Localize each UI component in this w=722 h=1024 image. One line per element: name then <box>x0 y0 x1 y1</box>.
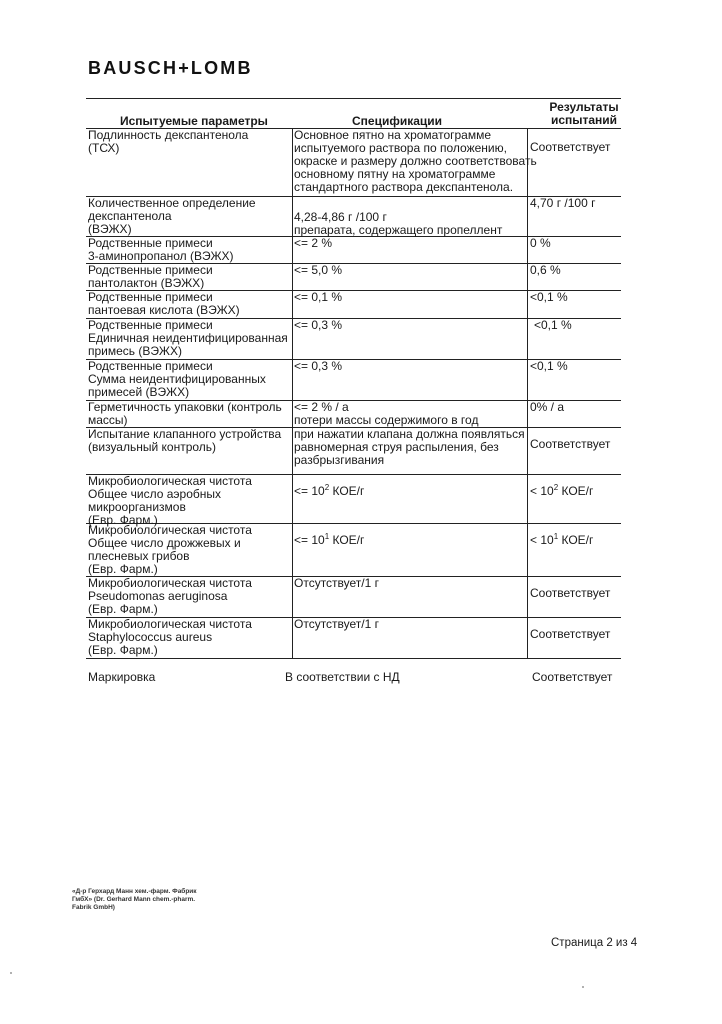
spec-cell: <= 2 % <box>294 236 333 250</box>
manufacturer-note: «Д-р Герхард Манн хем.-фарм. Фабрик ГмбХ» (Dr. Gerhard Mann chem.-pharm. Fabrik GmbH) <box>72 888 197 911</box>
param-cell: Испытание клапанного устройства <box>88 427 282 441</box>
param-cell: (Евр. Фарм.) <box>88 513 158 527</box>
spec-cell: окраске и размеру должно соответствовать <box>294 154 537 168</box>
spec-cell: В соответствии с НД <box>285 670 400 684</box>
spec-cell: потери массы содержимого в год <box>294 413 479 427</box>
param-cell: Подлинность декспантенола <box>88 128 249 142</box>
param-cell: (ВЭЖХ) <box>88 222 132 236</box>
spec-cell-base: <= 10 <box>294 484 325 498</box>
spec-cell-unit: КОЕ/г <box>329 484 365 498</box>
spec-cell-exponent: 1 <box>324 532 330 541</box>
param-cell: Общее число дрожжевых и <box>88 536 241 550</box>
result-cell: Соответствует <box>530 140 611 154</box>
result-cell-exponent: 2 <box>553 483 559 492</box>
result-cell: Соответствует <box>530 627 611 641</box>
company-logo: BAUSCH+LOMB <box>88 58 253 78</box>
spec-cell: <= 0,3 % <box>294 359 343 373</box>
column-divider <box>527 128 528 658</box>
param-cell: примесей (ВЭЖХ) <box>88 385 190 399</box>
result-cell: Соответствует <box>530 437 611 451</box>
spec-cell <box>294 485 364 498</box>
spec-cell <box>294 534 364 547</box>
param-cell: Родственные примеси <box>88 236 213 250</box>
header-specs: Спецификации <box>352 114 443 128</box>
param-cell: декспантенола <box>88 209 172 223</box>
result-cell: 0 % <box>530 236 551 250</box>
spec-cell: Отсутствует/1 г <box>294 617 380 631</box>
result-cell: Соответствует <box>532 670 613 684</box>
param-cell: Staphylococcus aureus <box>88 630 213 644</box>
spec-cell: <= 5,0 % <box>294 263 343 277</box>
spec-cell: 4,28-4,86 г /100 г <box>294 210 387 224</box>
result-cell-base: < 10 <box>530 533 554 547</box>
result-cell-unit: КОЕ/г <box>558 484 594 498</box>
spec-cell: стандартного раствора декспантенола. <box>294 180 514 194</box>
spec-cell: основному пятну на хроматограмме <box>294 167 496 181</box>
param-cell: Микробиологическая чистота <box>88 617 252 631</box>
result-cell: 4,70 г /100 г <box>530 196 596 210</box>
param-cell: Единичная неидентифицированная <box>88 331 288 345</box>
param-cell: Сумма неидентифицированных <box>88 372 266 386</box>
param-cell: Родственные примеси <box>88 263 213 277</box>
result-cell-unit: КОЕ/г <box>558 533 594 547</box>
param-cell: микроорганизмов <box>88 500 186 514</box>
spec-cell: препарата, содержащего пропеллент <box>294 223 503 237</box>
param-cell: Микробиологическая чистота <box>88 576 252 590</box>
scan-speck <box>582 986 584 988</box>
param-cell: (Евр. Фарм.) <box>88 602 158 616</box>
param-cell: 3-аминопропанол (ВЭЖХ) <box>88 249 234 263</box>
param-cell: Количественное определение <box>88 196 256 210</box>
result-cell: Соответствует <box>530 586 611 600</box>
spec-cell: Основное пятно на хроматограмме <box>294 128 492 142</box>
scan-speck <box>10 972 12 974</box>
result-cell: 0% / а <box>530 400 565 414</box>
param-cell: Общее число аэробных <box>88 487 221 501</box>
result-cell: <0,1 % <box>530 290 568 304</box>
spec-cell: Отсутствует/1 г <box>294 576 380 590</box>
header-results <box>544 101 624 127</box>
spec-cell: <= 0,3 % <box>294 318 343 332</box>
param-cell: примесь (ВЭЖХ) <box>88 344 182 358</box>
param-cell: (визуальный контроль) <box>88 440 217 454</box>
param-cell: (Евр. Фарм.) <box>88 562 158 576</box>
param-cell: плесневых грибов <box>88 549 190 563</box>
param-cell: Родственные примеси <box>88 318 213 332</box>
param-cell: (ТСХ) <box>88 141 120 155</box>
header-divider <box>86 98 621 99</box>
param-cell: массы) <box>88 413 128 427</box>
result-cell-base: < 10 <box>530 484 554 498</box>
header-results-line1: Результаты <box>549 100 619 114</box>
result-cell: <0,1 % <box>530 359 568 373</box>
spec-cell-exponent: 2 <box>324 483 330 492</box>
spec-cell: при нажатии клапана должна появляться <box>294 427 525 441</box>
param-cell: Pseudomonas aeruginosa <box>88 589 228 603</box>
header-params: Испытуемые параметры <box>120 114 268 128</box>
param-cell: пантоевая кислота (ВЭЖХ) <box>88 303 240 317</box>
spec-cell-base: <= 10 <box>294 533 325 547</box>
result-cell-exponent: 1 <box>553 532 559 541</box>
page-number: Страница 2 из 4 <box>551 937 638 949</box>
result-cell: <0,1 % <box>534 318 572 332</box>
spec-cell: испытуемого раствора по положению, <box>294 141 507 155</box>
param-cell: Маркировка <box>88 670 156 684</box>
param-cell: Родственные примеси <box>88 359 213 373</box>
result-cell <box>530 534 593 547</box>
column-divider <box>292 128 293 658</box>
param-cell: (Евр. Фарм.) <box>88 643 158 657</box>
result-cell <box>530 485 593 498</box>
param-cell: Родственные примеси <box>88 290 213 304</box>
spec-cell: равномерная струя распыления, без <box>294 440 499 454</box>
param-cell: Микробиологическая чистота <box>88 474 252 488</box>
header-results-line2: испытаний <box>550 113 618 127</box>
result-cell: 0,6 % <box>530 263 561 277</box>
param-cell: Микробиологическая чистота <box>88 523 252 537</box>
param-cell: пантолактон (ВЭЖХ) <box>88 276 205 290</box>
param-cell: Герметичность упаковки (контроль <box>88 400 282 414</box>
spec-cell-unit: КОЕ/г <box>329 533 365 547</box>
spec-cell: разбрызгивания <box>294 453 385 467</box>
spec-cell: <= 0,1 % <box>294 290 343 304</box>
spec-cell: <= 2 % / а <box>294 400 349 414</box>
row-divider <box>86 658 621 659</box>
